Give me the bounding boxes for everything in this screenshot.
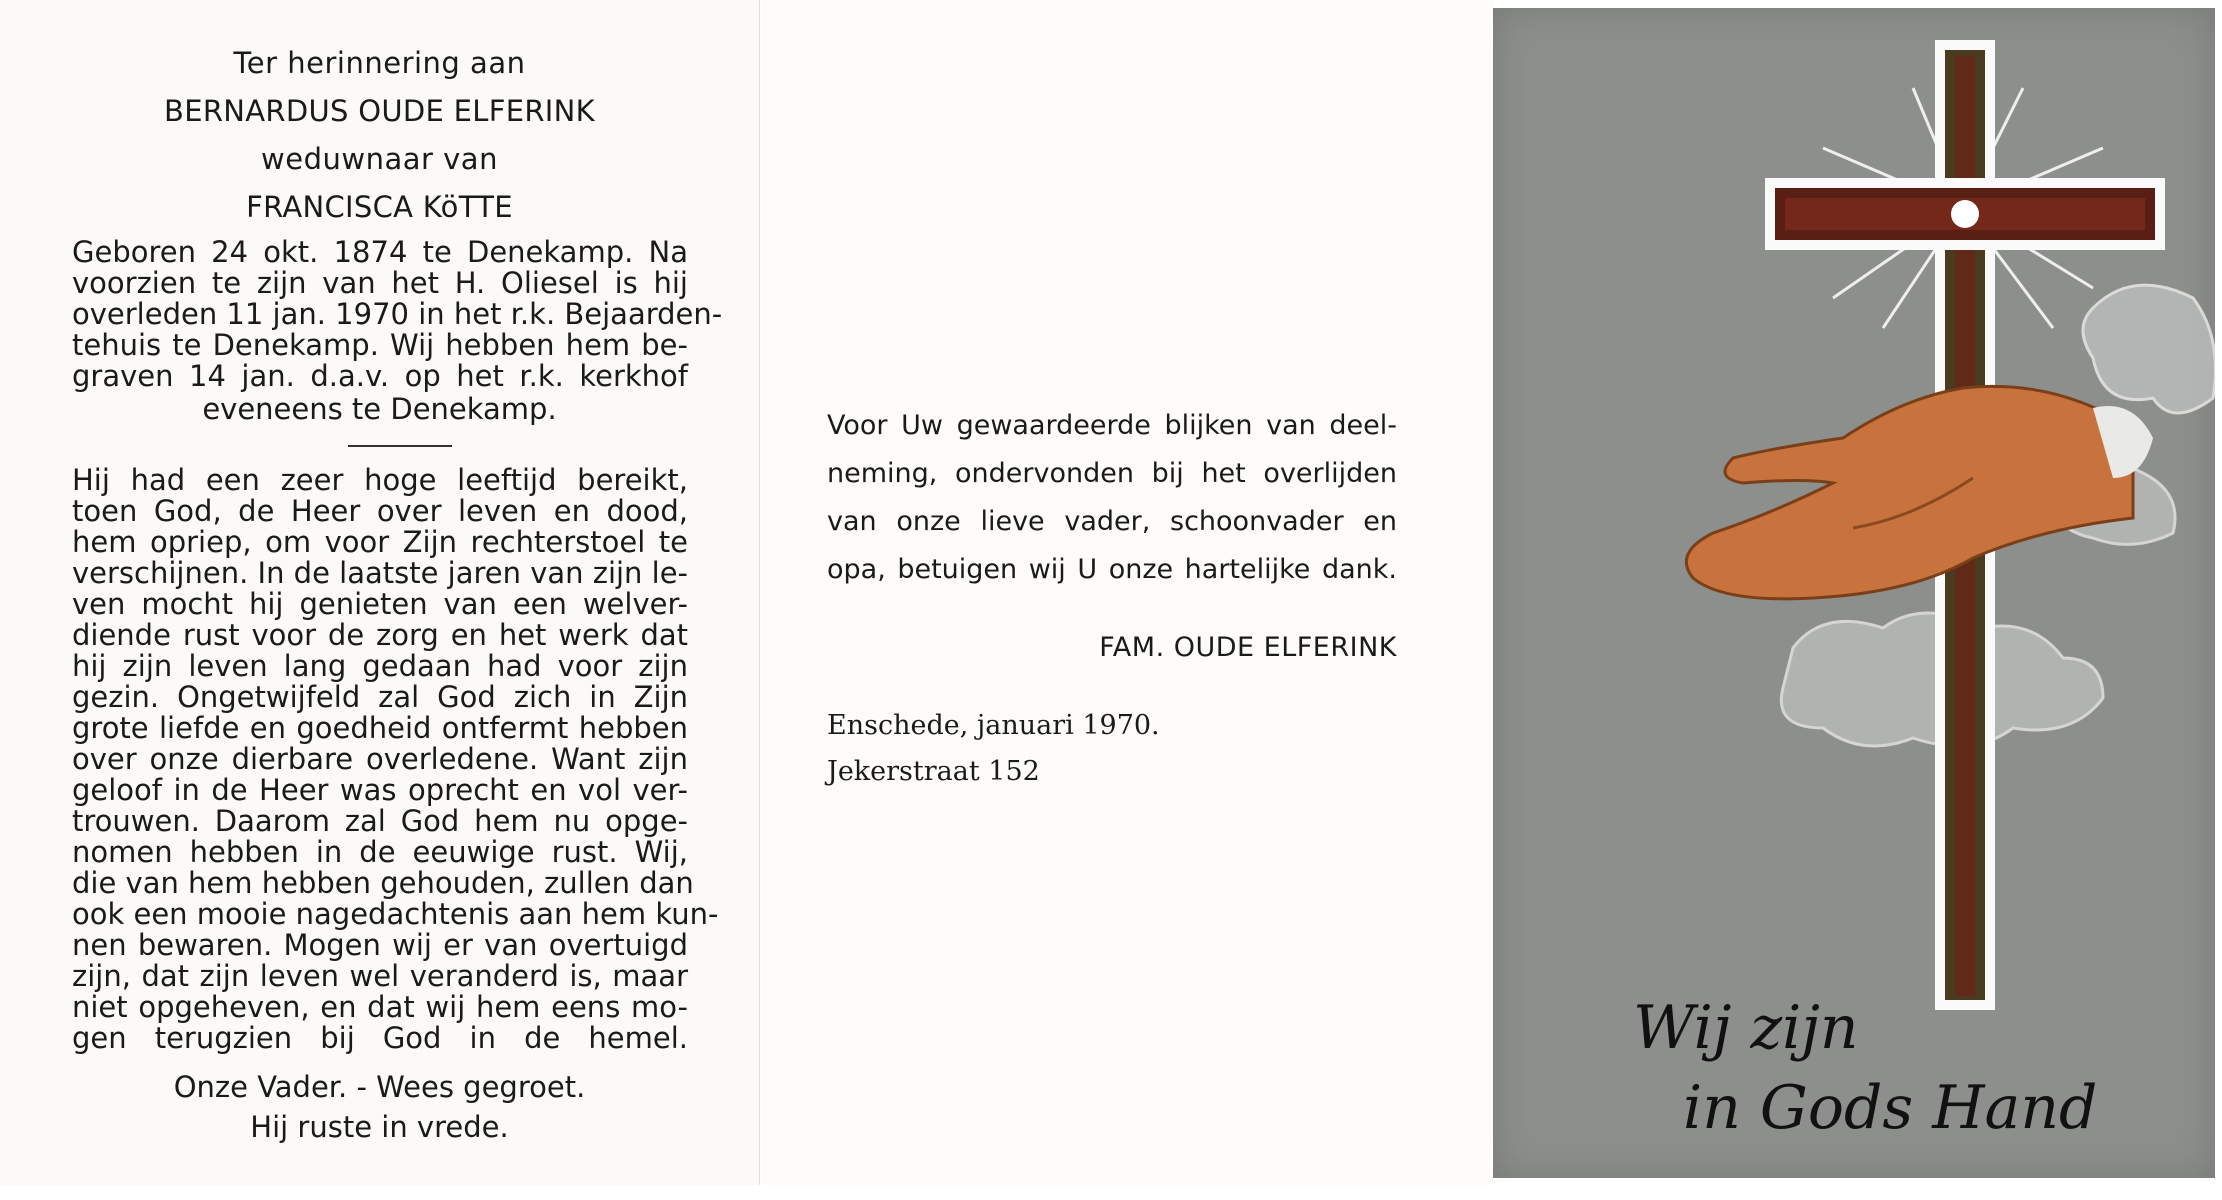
text-line: Hij had een zeer hoge leeftijd bereikt, (72, 463, 688, 497)
bio-line: overleden 11 jan. 1970 in het r.k. Bejaarden- (72, 297, 723, 331)
middle-card (761, 0, 1493, 1185)
text-line: trouwen. Daarom zal God hem nu opge- (72, 804, 688, 838)
text-line: geloof in de Heer was oprecht en vol ver- (72, 773, 688, 807)
text-line: hij zijn leven lang gedaan had voor zijn (72, 649, 688, 683)
text-line: diende rust voor de zorg en het werk dat (72, 618, 688, 652)
text-line: hem opriep, om voor Zijn rechterstoel te (72, 525, 688, 559)
text-line: toen God, de Heer over leven en dood, (72, 494, 688, 528)
bio-line: tehuis te Denekamp. Wij hebben hem be- (72, 328, 688, 362)
thanks-line: Voor Uw gewaardeerde blijken van deel- (827, 410, 1397, 441)
text-line: zijn, dat zijn leven wel veranderd is, maar (72, 959, 688, 993)
family-signature: FAM. OUDE ELFERINK (1099, 632, 1397, 663)
text-line: verschijnen. In de laatste jaren van zijn le- (72, 556, 689, 590)
prayer-text: Onze Vader. - Wees gegroet. (173, 1070, 586, 1104)
thanks-line: neming, ondervonden bij het overlijden (827, 458, 1397, 489)
bio-line: graven 14 jan. d.a.v. op het r.k. kerkhof (72, 359, 688, 393)
text-line: gen terugzien bij God in de hemel. (72, 1021, 688, 1055)
place-date: Enschede, januari 1970. (827, 710, 1160, 741)
bio-line: eveneens te Denekamp. (202, 392, 557, 426)
text-line: grote liefde en goedheid ontfermt hebben (72, 711, 688, 745)
bio-line: voorzien te zijn van het H. Oliesel is hij (72, 266, 688, 300)
spouse-name: FRANCISCA KöTTE (246, 190, 513, 224)
bio-line: Geboren 24 okt. 1874 te Denekamp. Na (72, 235, 688, 269)
text-line: gezin. Ongetwijfeld zal God zich in Zijn (72, 680, 688, 714)
text-line: ven mocht hij genieten van een welver- (72, 587, 688, 621)
text-line: over onze dierbare overledene. Want zijn (72, 742, 688, 776)
text-line: nen bewaren. Mogen wij er van overtuigd (72, 928, 688, 962)
caption-line-2: in Gods Hand (1683, 1073, 2098, 1143)
devotional-picture (1493, 8, 2215, 1178)
text-line: nomen hebben in de eeuwige rust. Wij, (72, 835, 688, 869)
deceased-name: BERNARDUS OUDE ELFERINK (164, 94, 595, 128)
rest-in-peace: Hij ruste in vrede. (250, 1110, 509, 1144)
caption-line-1: Wij zijn (1633, 993, 1859, 1063)
divider (348, 445, 452, 447)
hand-icon (1686, 386, 2153, 598)
text-line: die van hem hebben gehouden, zullen dan (72, 866, 694, 900)
relation-text: weduwnaar van (261, 142, 498, 176)
thanks-line: opa, betuigen wij U onze hartelijke dank. (827, 554, 1397, 585)
text-line: niet opgeheven, en dat wij hem eens mo- (72, 990, 688, 1024)
text-line: ook een mooie nagedachtenis aan hem kun- (72, 897, 719, 931)
picture-svg (1493, 8, 2215, 1178)
address: Jekerstraat 152 (827, 756, 1040, 787)
thanks-line: van onze lieve vader, schoonvader en (827, 506, 1397, 537)
heading-intro: Ter herinnering aan (233, 46, 526, 80)
right-card (1493, 0, 2222, 1185)
left-card (0, 0, 760, 1185)
